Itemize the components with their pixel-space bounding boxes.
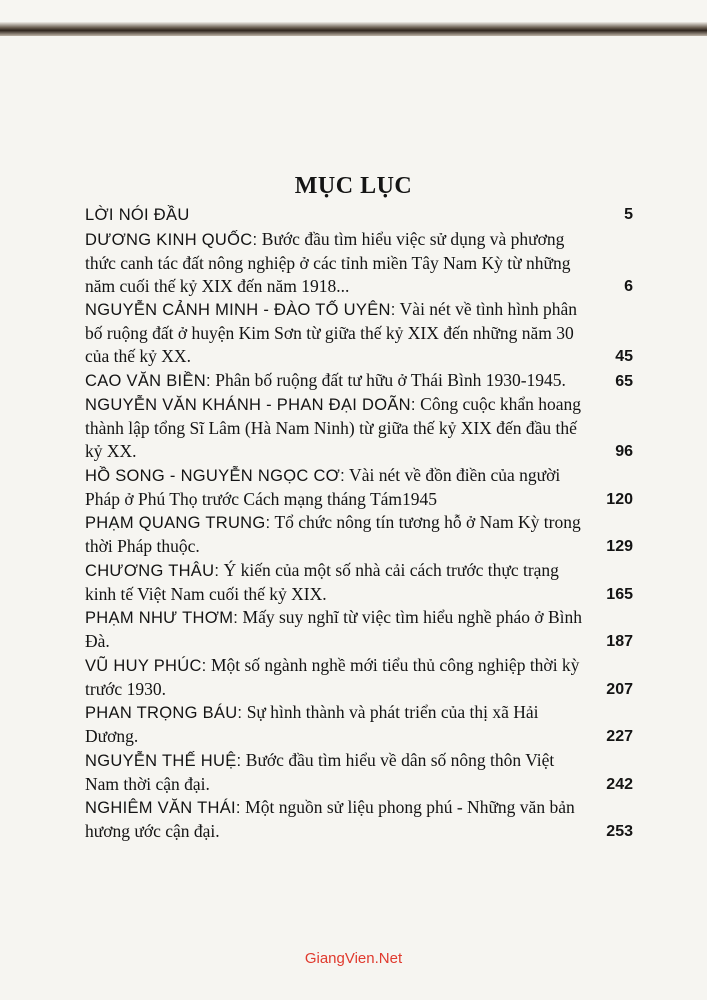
toc-entry[interactable] [85, 606, 633, 653]
toc-entry-title: Một nguồn sử liệu phong phú - Những văn bản hương ước cận đại. [85, 797, 575, 841]
toc-entry-author: PHAN TRỌNG BÁU: [85, 704, 243, 722]
toc-entry[interactable] [85, 559, 633, 606]
toc-entry[interactable] [85, 511, 633, 558]
toc-entry[interactable] [85, 464, 633, 511]
toc-entry-page: 6 [624, 277, 633, 295]
toc-entry-author: DƯƠNG KINH QUỐC: [85, 230, 258, 249]
toc-entry-title: Tổ chức nông tín tương hỗ ở Nam Kỳ trong thời Pháp thuộc. [85, 512, 581, 556]
toc-entry[interactable] [85, 369, 633, 393]
toc-entry-author: NGHIÊM VĂN THÁI: [85, 799, 241, 817]
toc-entry-title: Vài nét về tình hình phân bố ruộng đất ở huyện Kim Sơn từ giữa thế kỷ XIX đến những năm 30 của thế kỷ XX. [85, 299, 578, 366]
toc-entry-page: 129 [606, 538, 633, 555]
toc-entry-author: NGUYỄN CẢNH MINH - ĐÀO TỐ UYÊN: [85, 301, 396, 319]
toc-entry-page: 45 [615, 348, 633, 365]
toc-entry[interactable] [85, 749, 633, 796]
toc-entry-title: Mấy suy nghĩ từ việc tìm hiểu nghề pháo ở Bình Đà. [85, 607, 583, 651]
toc-entry-title: Ý kiến của một số nhà cải cách trước thực trạng kinh tế Việt Nam cuối thế kỷ XIX. [85, 559, 559, 604]
toc-entry-author: LỜI NÓI ĐẦU [85, 206, 190, 224]
toc-entry-title: Vài nét về đồn điền của người Pháp ở Phú Thọ trước Cách mạng tháng Tám1945 [85, 464, 561, 509]
table-of-contents [85, 203, 633, 844]
toc-entry-page: 187 [606, 633, 633, 650]
toc-entry-title: Sự hình thành và phát triển của thị xã Hải Dương. [85, 702, 539, 746]
toc-entry-page: 5 [624, 206, 633, 223]
toc-entry[interactable] [85, 654, 633, 701]
toc-entry-author: HỒ SONG - NGUYỄN NGỌC CƠ: [85, 466, 345, 485]
toc-entry-page: 65 [615, 372, 633, 390]
page-top-margin [0, 0, 707, 22]
site-watermark[interactable]: GiangVien.Net [304, 950, 403, 967]
toc-entry-page: 242 [606, 775, 633, 793]
toc-entry-title: Bước đầu tìm hiểu việc sử dụng và phương thức canh tác đất nông nghiệp ở các tỉnh miền Tây Nam Kỳ từ những năm cuối thế kỷ XIX đến năm 1918... [85, 228, 571, 296]
toc-entry-page: 227 [606, 728, 633, 745]
toc-entry-author: CHƯƠNG THÂU: [85, 561, 220, 580]
toc-entry-page: 96 [615, 443, 633, 460]
toc-entry[interactable] [85, 228, 633, 298]
toc-entry-page: 120 [606, 490, 633, 508]
toc-entry-title: Một số ngành nghề mới tiểu thủ công nghiệp thời kỳ trước 1930. [85, 654, 580, 699]
toc-entry[interactable] [85, 393, 633, 463]
toc-entry-page: 207 [606, 680, 633, 698]
toc-entry-author: NGUYỄN THẾ HUỆ: [85, 751, 242, 770]
toc-entry-title: Bước đầu tìm hiểu về dân số nông thôn Việt Nam thời cận đại. [85, 749, 555, 794]
toc-entry[interactable] [85, 701, 633, 748]
toc-entry[interactable] [85, 298, 633, 368]
toc-entry-author: PHẠM QUANG TRUNG: [85, 514, 271, 532]
toc-entry-author: VŨ HUY PHÚC: [85, 656, 207, 675]
page-edge-shadow [0, 22, 707, 36]
page-title: MỤC LỤC [294, 173, 413, 199]
toc-entry-page: 165 [606, 585, 633, 603]
toc-entry-title: Công cuộc khẩn hoang thành lập tổng Sĩ Lâm (Hà Nam Ninh) từ giữa thế kỷ XIX đến đầu thế kỷ XX. [85, 394, 582, 461]
toc-entry[interactable] [85, 203, 633, 227]
toc-entry-author: NGUYỄN VĂN KHÁNH - PHAN ĐẠI DOÃN: [85, 396, 416, 414]
toc-entry-author: PHẠM NHƯ THƠM: [85, 609, 239, 627]
toc-entry-page: 253 [606, 823, 633, 840]
toc-entry[interactable] [85, 796, 633, 843]
toc-entry-author: CAO VĂN BIỀN: [85, 371, 211, 390]
toc-entry-title: Phân bố ruộng đất tư hữu ở Thái Bình 1930-1945. [210, 369, 566, 390]
